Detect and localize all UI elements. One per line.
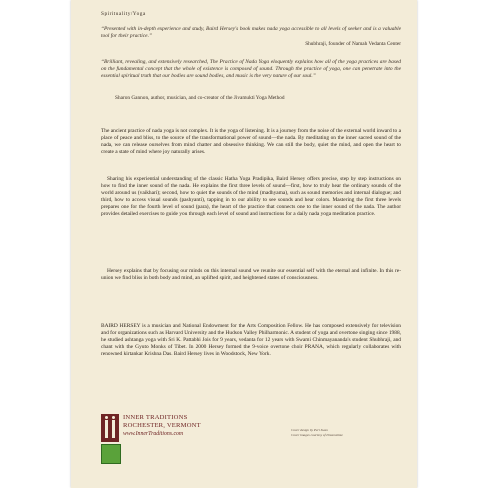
quote-shubhraji: “Presented with in-depth experience and study, Baird Hersey's book makes nada yoga accessible to all levels of seeker and is a valuable tool for their practice.” bbox=[101, 26, 401, 40]
quote-shubhraji-attribution: Shubhraji, founder of Namah Vedanta Center bbox=[305, 41, 401, 47]
publisher-name: INNER TRADITIONS bbox=[123, 414, 188, 421]
quote-gannon-attribution: Sharon Gannon, author, musician, and co-creator of the Jivamukti Yoga Method bbox=[115, 95, 285, 101]
quote-gannon: “Brilliant, revealing, and extensively researched, The Practice of Nada Yoga eloquently explains how all of the yoga practices are based on the fundamental concept that the whole of existence is composed of sound. Through the practice of yoga, one can penetrate into the essential spiritual truth that our bodies are sound bodies, and music is the very nature of our soul.” bbox=[101, 59, 401, 80]
author-bio: BAIRD HERSEY is a musician and National Endowment for the Arts Composition Fellow. He has composed extensively for television and for organizations such as Harvard University and the Hudson Valley Philharmonic. A student of yoga and overtone singing since 1988, he studied ashtanga yoga with Sri K. Pattabhi Jois for 9 years, vedanta for 12 years with Swami Chinmayananda's student Shubhraji, and chant with the Gyuto Monks of Tibet. In 2000 Hersey formed the 9-voice overtone choir PRANA, which regularly collaborates with renowned kirtankar Krishna Das. Baird Hersey lives in Woodstock, New York. bbox=[101, 323, 401, 358]
publisher-block bbox=[101, 414, 401, 460]
cover-image-credit: Cover images courtesy of Dreamstime bbox=[291, 432, 343, 437]
description-paragraph-1: The ancient practice of nada yoga is not complex. It is the yoga of listening. It is a journey from the noise of the external world inward to a place of peace and bliss, to the source of the transformational power of sound—the nada. By meditating on the inner sacred sound of the nada, we can release ourselves from mind chatter and obsessive thinking. We can still the body, quiet the mind, and open the heart to create a state of mind where joy naturally arises. bbox=[101, 128, 401, 156]
category-label: Spirituality/Yoga bbox=[101, 11, 146, 17]
publisher-url[interactable]: www.InnerTraditions.com bbox=[123, 431, 184, 437]
cover-design-credit: Cover design by Peri Swan bbox=[291, 428, 328, 432]
description-paragraph-2: Sharing his experiential understanding of the classic Hatha Yoga Pradipika, Baird Hersey offers precise, step by step instructions on how to find the inner sound of the nada. He explains the first three levels of sound—first, how to truly hear the ordinary sounds of the world around us (vaikhari); second, how to quiet the sounds of the mind (madhyama), such as sound memories and internal dialogue; and third, how to access visual sounds (pashyanti), tapping in to our ability to see sounds and hear colors. Mastering the first three levels prepares one for the fourth level of sound (para), the heart of the practice that connects one to the inner sound of the nada. The author provides detailed exercises to guide you through each level of sound and instructions for a daily nada yoga meditation practice. bbox=[101, 176, 401, 218]
fsc-certification-logo-icon bbox=[101, 444, 121, 464]
description-paragraph-3: Hersey explains that by focusing our minds on this internal sound we reunite our essential self with the eternal and infinite. In this re-union we find bliss in both body and mind, an uplifted spirit, and heightened states of consciousness. bbox=[101, 268, 401, 282]
publisher-name-location bbox=[123, 414, 201, 430]
publisher-location: ROCHESTER, VERMONT bbox=[123, 422, 201, 429]
book-back-cover bbox=[71, 0, 417, 488]
inner-traditions-logo-icon bbox=[101, 414, 119, 442]
cover-credits bbox=[291, 428, 343, 437]
